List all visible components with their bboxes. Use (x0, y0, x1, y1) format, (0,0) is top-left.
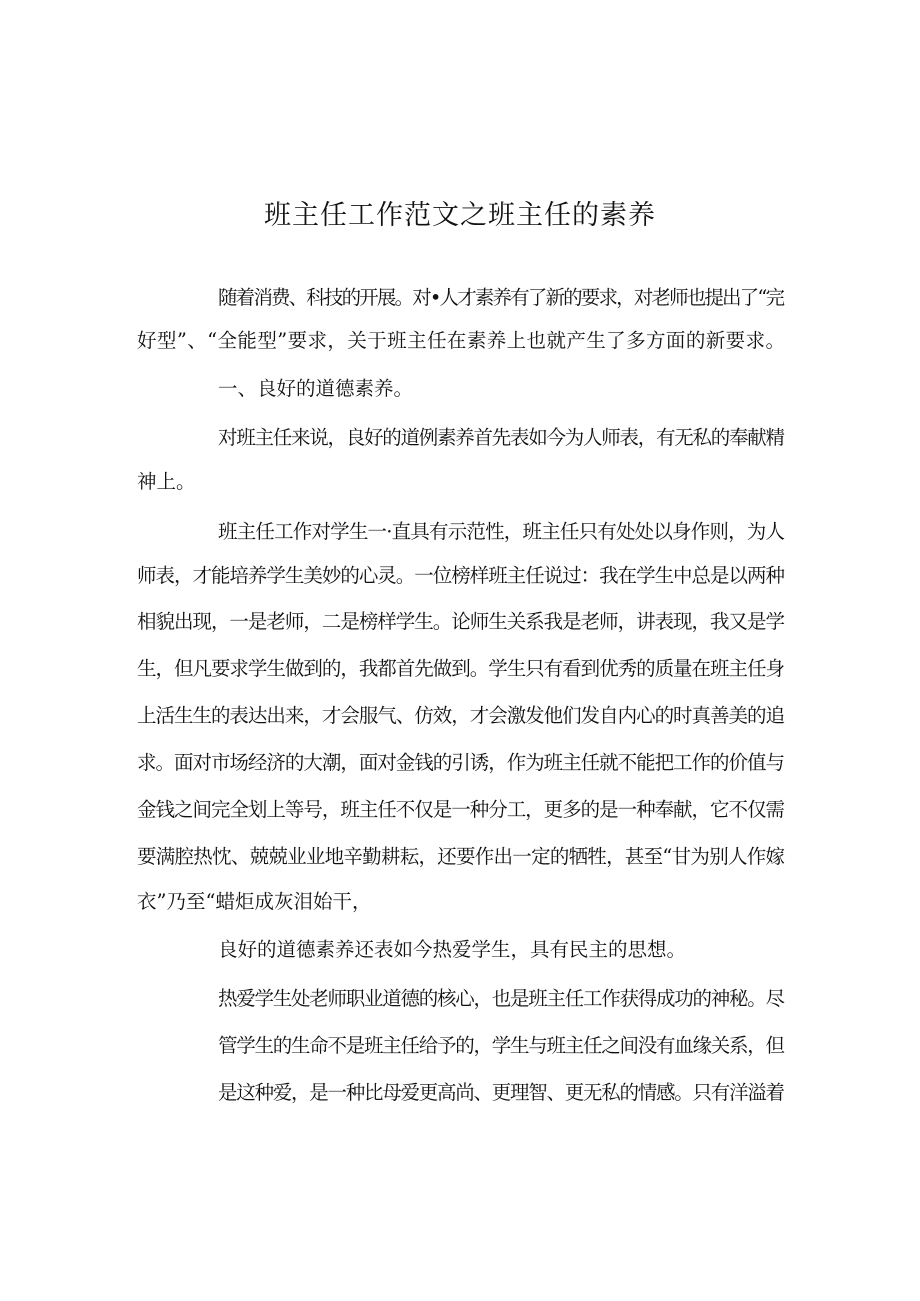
body-line: 金钱之间完全划上等号，班主任不仅是一种分工，更多的是一种奉献，它不仅需 (137, 798, 784, 821)
body-line: 热爱学生处老师职业道德的核心，也是班主任工作获得成功的神秘。尽 (218, 987, 784, 1010)
body-line: 求。面对市场经济的大潮，面对金钱的引诱，作为班主任就不能把工作的价值与 (137, 751, 784, 774)
body-line: 要满腔热忱、兢兢业业地辛勤耕耘，还要作出一定的牺牲，甚至“甘为别人作嫁 (137, 845, 785, 868)
body-line: 对班主任来说，良好的道例素养首先表如今为人师表，有无私的奉献精 (218, 426, 784, 449)
body-line: 生，但凡要求学生做到的，我都首先做到。学生只有看到优秀的质量在班主任身 (137, 657, 784, 680)
body-line: 上活生生的表达出来，才会服气、仿效，才会激发他们发自内心的时真善美的追 (137, 704, 784, 727)
section-heading: 一、良好的道德素养。 (218, 377, 414, 400)
body-line: 是这种爱，是一种比母爱更高尚、更理智、更无私的情感。只有洋溢着 (218, 1081, 784, 1104)
body-line: 管学生的生命不是班主任给予的，学生与班主任之间没有血缘关系，但 (218, 1034, 784, 1057)
body-line: 好型”、“全能型”要求，关于班主任在素养上也就产生了多方面的新要求。 (137, 329, 786, 352)
body-line: 神上。 (137, 470, 196, 493)
body-line: 随着消费、科技的开展。对•人才素养有了新的要求，对老师也提出了“完 (218, 286, 784, 309)
body-line: 师表，才能培养学生美妙的心灵。一位榜样班主任说过：我在学生中总是以两种 (137, 564, 784, 587)
body-line: 衣”乃至“蜡炬成灰泪始干， (137, 890, 372, 913)
document-title: 班主任工作范文之班主任的素养 (264, 200, 656, 231)
body-line: 相貌出现，一是老师，二是榜样学生。论师生关系我是老师，讲表现，我又是学 (137, 610, 784, 633)
body-line: 良好的道德素养还表如今热爱学生，具有民主的思想。 (218, 938, 687, 961)
body-line: 班主任工作对学生一·直具有示范性，班主任只有处处以身作则，为人 (218, 520, 785, 543)
